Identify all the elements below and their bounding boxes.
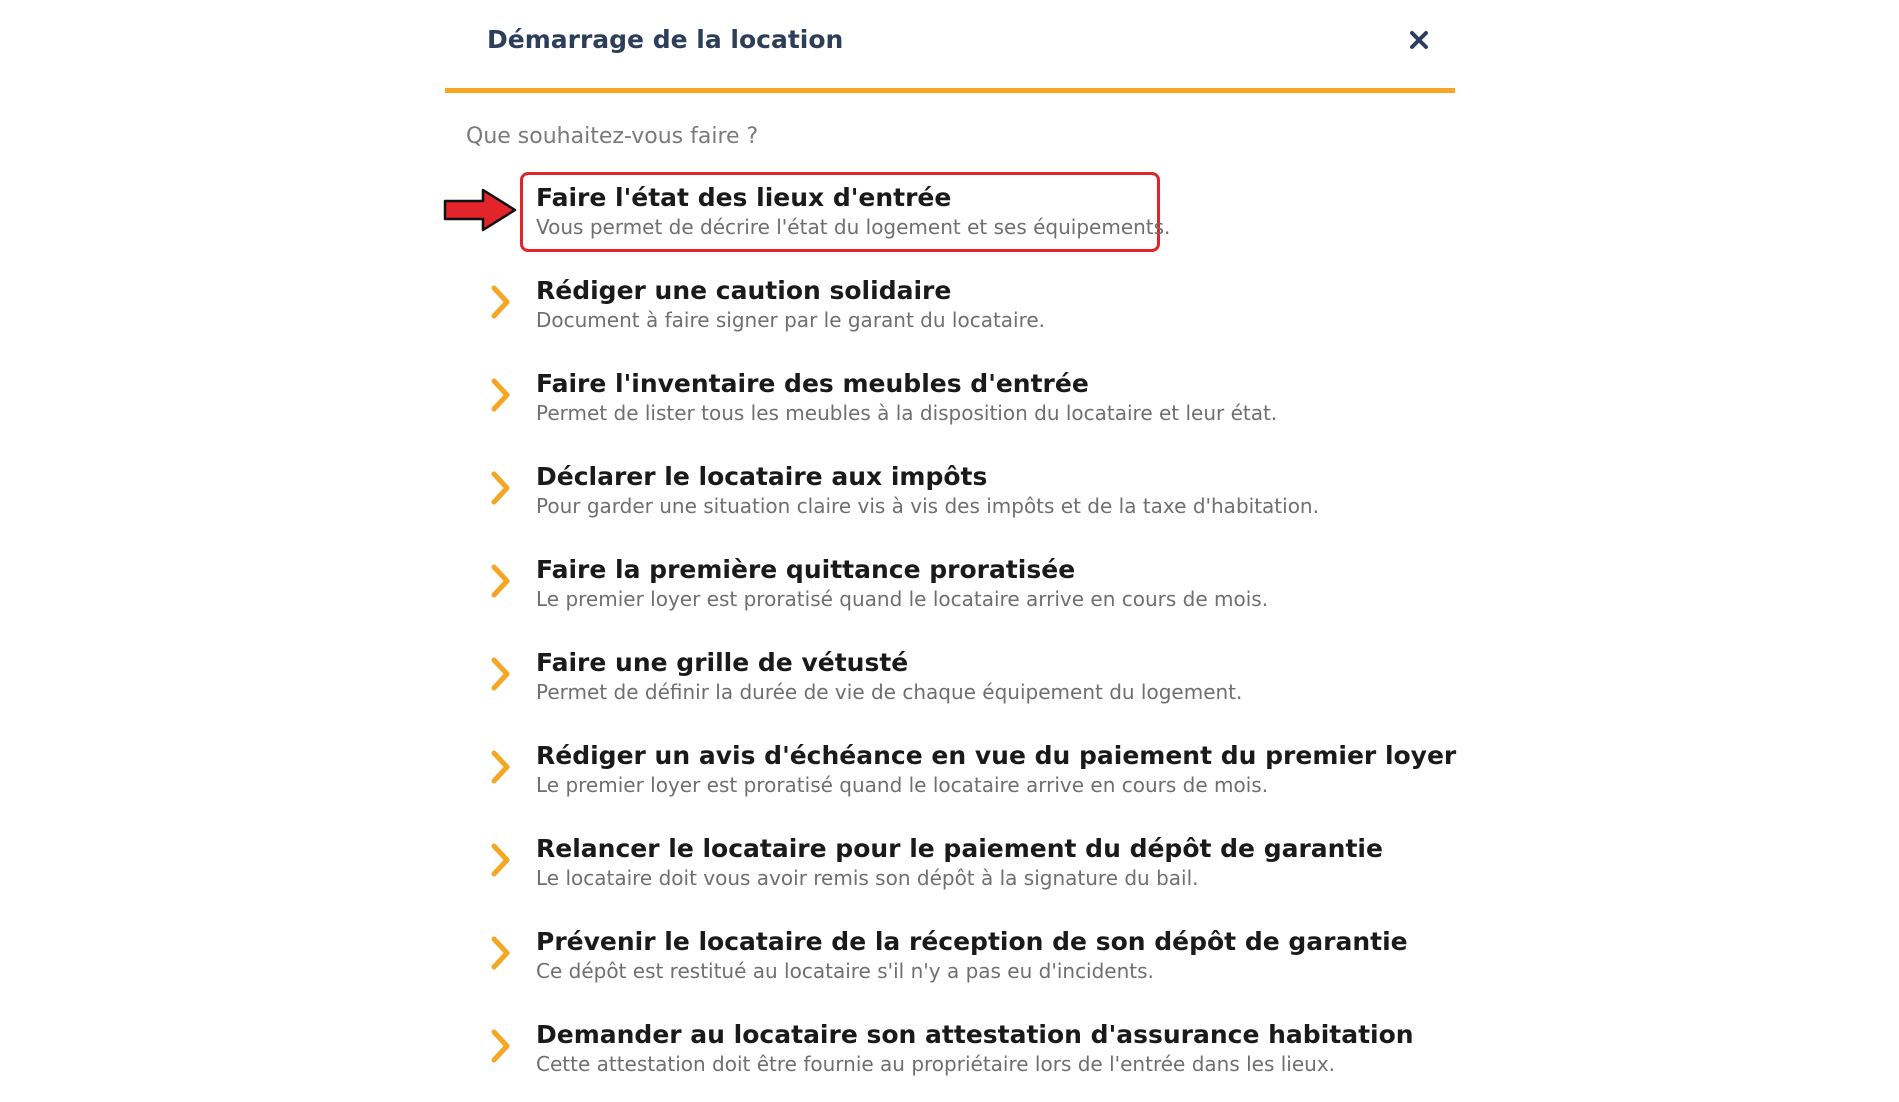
option-title: Faire la première quittance proratisée xyxy=(536,555,1076,584)
option-relancer-depot[interactable] xyxy=(445,823,1455,916)
chevron-right-icon xyxy=(488,748,514,786)
option-title: Prévenir le locataire de la réception de son dépôt de garantie xyxy=(536,927,1408,956)
option-prevenir-reception-depot[interactable] xyxy=(445,916,1455,1009)
option-grille-vetuste[interactable] xyxy=(445,637,1455,730)
option-etat-des-lieux[interactable] xyxy=(445,172,1455,265)
option-description: Le locataire doit vous avoir remis son dépôt à la signature du bail. xyxy=(536,866,1199,890)
chevron-right-icon xyxy=(488,283,514,321)
chevron-right-icon xyxy=(488,562,514,600)
chevron-right-icon xyxy=(488,376,514,414)
option-description: Pour garder une situation claire vis à vis des impôts et de la taxe d'habitation. xyxy=(536,494,1319,518)
option-quittance-proratisee[interactable] xyxy=(445,544,1455,637)
option-description: Le premier loyer est proratisé quand le locataire arrive en cours de mois. xyxy=(536,773,1269,797)
option-attestation-assurance[interactable] xyxy=(445,1009,1455,1102)
option-description: Document à faire signer par le garant du locataire. xyxy=(536,308,1046,332)
option-title: Faire l'inventaire des meubles d'entrée xyxy=(536,369,1089,398)
option-description: Vous permet de décrire l'état du logement et ses équipements. xyxy=(536,215,1171,239)
chevron-right-icon xyxy=(488,841,514,879)
option-title: Faire l'état des lieux d'entrée xyxy=(536,183,952,212)
option-title: Rédiger un avis d'échéance en vue du paiement du premier loyer xyxy=(536,741,1457,770)
chevron-right-icon xyxy=(488,469,514,507)
chevron-right-icon xyxy=(488,934,514,972)
option-description: Cette attestation doit être fournie au propriétaire lors de l'entrée dans les lieux. xyxy=(536,1052,1336,1076)
option-description: Le premier loyer est proratisé quand le locataire arrive en cours de mois. xyxy=(536,587,1269,611)
close-icon xyxy=(1409,30,1429,50)
option-title: Déclarer le locataire aux impôts xyxy=(536,462,988,491)
option-description: Permet de définir la durée de vie de chaque équipement du logement. xyxy=(536,680,1243,704)
option-description: Ce dépôt est restitué au locataire s'il n'y a pas eu d'incidents. xyxy=(536,959,1154,983)
close-button[interactable] xyxy=(1403,24,1435,56)
option-description: Permet de lister tous les meubles à la disposition du locataire et leur état. xyxy=(536,401,1278,425)
option-title: Rédiger une caution solidaire xyxy=(536,276,952,305)
chevron-right-icon xyxy=(488,1027,514,1065)
option-avis-echeance[interactable] xyxy=(445,730,1455,823)
option-title: Relancer le locataire pour le paiement du dépôt de garantie xyxy=(536,834,1383,863)
option-title: Demander au locataire son attestation d'assurance habitation xyxy=(536,1020,1414,1049)
options-list xyxy=(445,172,1455,1102)
option-caution-solidaire[interactable] xyxy=(445,265,1455,358)
red-arrow-icon xyxy=(443,186,519,234)
option-declarer-impots[interactable] xyxy=(445,451,1455,544)
dialog-header xyxy=(445,0,1455,93)
start-rental-dialog xyxy=(445,0,1455,1080)
dialog-prompt: Que souhaitez-vous faire ? xyxy=(466,124,759,149)
option-title: Faire une grille de vétusté xyxy=(536,648,909,677)
dialog-title: Démarrage de la location xyxy=(487,25,844,54)
option-inventaire-meubles[interactable] xyxy=(445,358,1455,451)
chevron-right-icon xyxy=(488,655,514,693)
